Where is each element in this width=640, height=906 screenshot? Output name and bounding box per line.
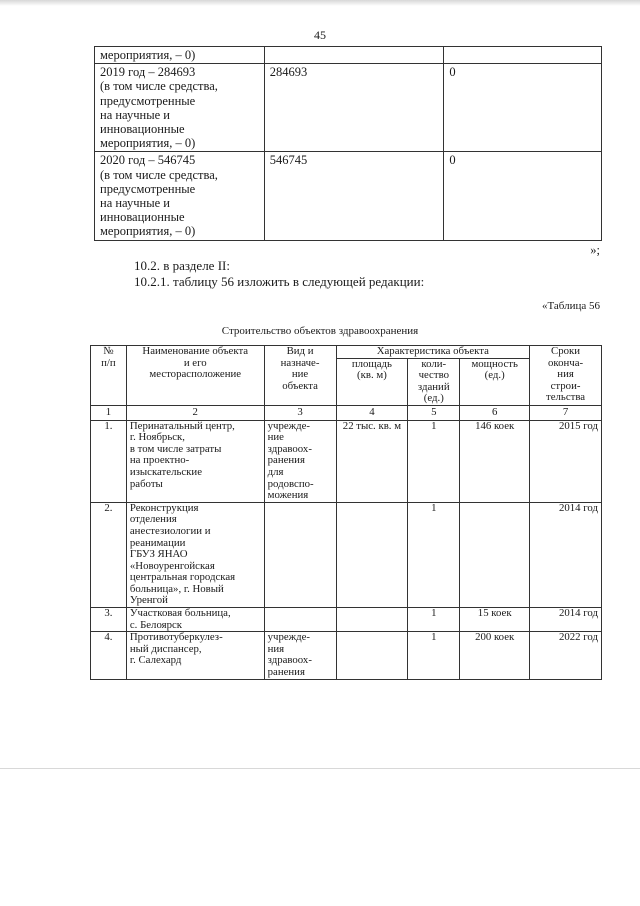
header-power: мощность (ед.)	[460, 358, 530, 405]
science-amount-cell: 0	[444, 152, 602, 240]
object-type	[264, 608, 336, 632]
capacity: 15 коек	[460, 608, 530, 632]
object-area	[336, 502, 408, 607]
header-name: Наименование объекта и его месторасположение	[126, 346, 264, 406]
paragraph-instruction: 10.2.1. таблицу 56 изложить в следующей редакции:	[134, 274, 425, 289]
page-number: 45	[314, 28, 326, 42]
completion-term: 2015 год	[530, 420, 602, 502]
scan-edge	[0, 0, 640, 6]
table-row	[95, 47, 602, 64]
building-count: 1	[408, 502, 460, 607]
financing-table	[94, 46, 602, 241]
table-row	[95, 152, 602, 240]
building-count: 1	[408, 420, 460, 502]
completion-term: 2014 год	[530, 502, 602, 607]
object-name: Противотуберкулез- ный диспансер, г. Салехард	[126, 632, 264, 679]
period-cell: 2019 год – 284693 (в том числе средства, предусмотренные на научные и инновационные мероприятия, – 0)	[95, 64, 265, 152]
table-row	[91, 502, 602, 607]
header-num: № п/п	[91, 346, 127, 406]
table-row	[91, 420, 602, 502]
paragraph-section: 10.2. в разделе II:	[134, 258, 230, 273]
header-characteristics: Характеристика объекта	[336, 346, 530, 359]
science-amount-cell: 0	[444, 64, 602, 152]
object-type: учрежде- ние здравоох- ранения для родовспо- можения	[264, 420, 336, 502]
column-number: 7	[530, 405, 602, 420]
capacity: 146 коек	[460, 420, 530, 502]
column-number: 5	[408, 405, 460, 420]
amount-cell: 284693	[264, 64, 444, 152]
header-term: Сроки оконча- ния строи- тельства	[530, 346, 602, 406]
completion-term: 2022 год	[530, 632, 602, 679]
table-title: Строительство объектов здравоохранения	[221, 325, 419, 337]
closing-quote: »;	[590, 243, 600, 257]
object-type: учрежде- ния здравоох- ранения	[264, 632, 336, 679]
object-area	[336, 632, 408, 679]
column-number: 2	[126, 405, 264, 420]
row-number: 2.	[91, 502, 127, 607]
object-area	[336, 608, 408, 632]
object-area: 22 тыс. кв. м	[336, 420, 408, 502]
row-number: 4.	[91, 632, 127, 679]
table-row	[91, 632, 602, 679]
building-count: 1	[408, 632, 460, 679]
science-amount-cell	[444, 47, 602, 64]
object-name: Реконструкция отделения анестезиологии и реанимации ГБУЗ ЯНАО «Новоуренгойская центральная городская больница», г. Новый Уренгой	[126, 502, 264, 607]
blank-area	[0, 768, 640, 906]
column-numbers-row	[91, 405, 602, 420]
object-type	[264, 502, 336, 607]
table-reference: «Таблица 56	[541, 300, 600, 312]
row-number: 3.	[91, 608, 127, 632]
column-number: 6	[460, 405, 530, 420]
period-cell: 2020 год – 546745 (в том числе средства, предусмотренные на научные и инновационные мероприятия, – 0)	[95, 152, 265, 240]
header-area: площадь (кв. м)	[336, 358, 408, 405]
table-row	[95, 64, 602, 152]
column-number: 3	[264, 405, 336, 420]
table-row	[91, 608, 602, 632]
header-count: коли- чество зданий (ед.)	[408, 358, 460, 405]
column-number: 1	[91, 405, 127, 420]
period-cell: мероприятия, – 0)	[95, 47, 265, 64]
header-type: Вид и назначе- ние объекта	[264, 346, 336, 406]
capacity: 200 коек	[460, 632, 530, 679]
column-number: 4	[336, 405, 408, 420]
building-count: 1	[408, 608, 460, 632]
amount-cell	[264, 47, 444, 64]
completion-term: 2014 год	[530, 608, 602, 632]
row-number: 1.	[91, 420, 127, 502]
capacity	[460, 502, 530, 607]
object-name: Перинатальный центр, г. Ноябрьск, в том числе затраты на проектно- изыскательские работы	[126, 420, 264, 502]
amount-cell: 546745	[264, 152, 444, 240]
object-name: Участковая больница, с. Белоярск	[126, 608, 264, 632]
construction-table	[90, 345, 602, 680]
